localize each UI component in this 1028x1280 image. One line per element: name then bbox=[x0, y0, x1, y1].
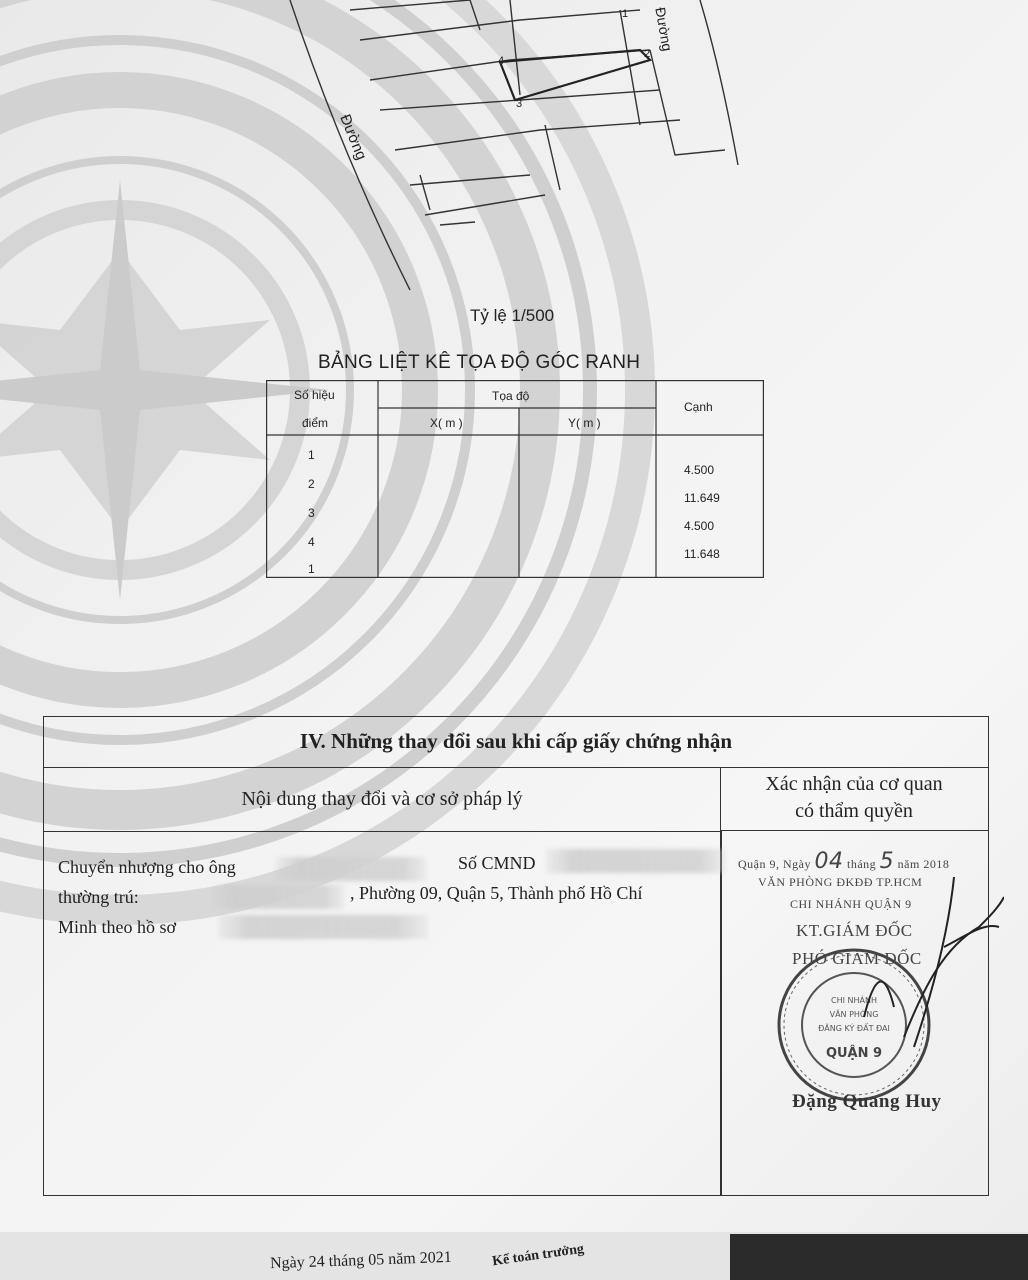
land-plot-map bbox=[0, 0, 1028, 300]
coord-table bbox=[266, 380, 764, 578]
transfer-line-3: Minh theo hồ sơ bbox=[58, 917, 177, 937]
col-confirm-header-line1: Xác nhận của cơ quan bbox=[765, 773, 943, 795]
edge-row-3: 4.500 bbox=[684, 519, 715, 533]
footer-date: Ngày 24 tháng 05 năm 2021 bbox=[269, 1248, 452, 1273]
header-edge: Cạnh bbox=[684, 400, 713, 414]
signature-icon bbox=[804, 867, 1004, 1067]
svg-text:QUẬN 9: QUẬN 9 bbox=[825, 1046, 883, 1061]
header-point-1: Số hiệu bbox=[294, 388, 335, 402]
role-line-2: PHÓ GIÁM ĐỐC bbox=[792, 949, 922, 968]
edge-row-2: 11.649 bbox=[684, 491, 720, 505]
desk-surface bbox=[730, 1234, 1028, 1280]
road-label-right: Đường bbox=[652, 6, 676, 53]
date-day: 04 bbox=[814, 849, 844, 874]
office-line-2: CHI NHÁNH QUẬN 9 bbox=[790, 897, 912, 911]
map-point-2: 2 bbox=[644, 48, 651, 60]
col-content-header: Nội dung thay đổi và cơ sở pháp lý bbox=[44, 767, 721, 832]
svg-text:VĂN PHÒNG: VĂN PHÒNG bbox=[829, 1010, 879, 1019]
header-point-2: điểm bbox=[302, 416, 329, 430]
map-point-3: 3 bbox=[516, 98, 523, 110]
col-confirm-header-line2: có thẩm quyền bbox=[795, 800, 913, 822]
redacted-name bbox=[276, 857, 426, 881]
transfer-line-1a: Chuyển nhượng cho ông bbox=[58, 857, 236, 877]
edge-row-4: 11.648 bbox=[684, 547, 720, 561]
role-line-1: KT.GIÁM ĐỐC bbox=[796, 921, 913, 940]
header-x: X( m ) bbox=[430, 416, 463, 430]
transfer-line-1b: Số CMND bbox=[458, 853, 536, 873]
signer-name: Đặng Quang Huy bbox=[792, 1091, 942, 1112]
coord-table-title: BẢNG LIỆT KÊ TỌA ĐỘ GÓC RANH bbox=[318, 352, 641, 373]
point-row-4: 4 bbox=[308, 535, 315, 549]
col-confirm-header bbox=[720, 767, 988, 831]
date-year-label: năm 2018 bbox=[897, 857, 950, 871]
transfer-line-2a: thường trú: bbox=[58, 887, 139, 907]
map-point-4: 4 bbox=[498, 55, 505, 67]
header-coord: Tọa độ bbox=[492, 389, 530, 403]
svg-text:CHI NHÁNH: CHI NHÁNH bbox=[831, 996, 877, 1005]
road-label-left: Đường bbox=[336, 112, 370, 163]
transfer-line-2b: , Phường 09, Quận 5, Thành phố Hồ Chí bbox=[350, 883, 643, 903]
date-month: 5 bbox=[879, 849, 895, 874]
point-row-1: 1 bbox=[308, 448, 315, 462]
point-row-5: 1 bbox=[308, 562, 315, 576]
office-line-1: VĂN PHÒNG ĐKĐĐ TP.HCM bbox=[758, 875, 923, 889]
date-prefix: Quận 9, Ngày bbox=[738, 857, 811, 871]
map-scale: Tỷ lệ 1/500 bbox=[470, 306, 555, 325]
svg-text:ĐĂNG KÝ ĐẤT ĐAI: ĐĂNG KÝ ĐẤT ĐAI bbox=[818, 1024, 890, 1033]
changes-section bbox=[43, 716, 989, 1196]
column-divider bbox=[720, 831, 722, 1195]
edge-row-1: 4.500 bbox=[684, 463, 715, 477]
footer-role: Kế toán trưởng bbox=[491, 1241, 585, 1270]
point-row-3: 3 bbox=[308, 506, 315, 520]
map-point-1: 1 bbox=[622, 8, 629, 20]
date-month-label: tháng bbox=[846, 857, 877, 871]
redacted-id bbox=[546, 849, 726, 873]
section-title: IV. Những thay đổi sau khi cấp giấy chứng nhận bbox=[44, 717, 988, 768]
header-y: Y( m ) bbox=[568, 416, 601, 430]
point-row-2: 2 bbox=[308, 477, 315, 491]
redacted-address bbox=[214, 885, 344, 909]
redacted-dossier bbox=[218, 915, 428, 939]
